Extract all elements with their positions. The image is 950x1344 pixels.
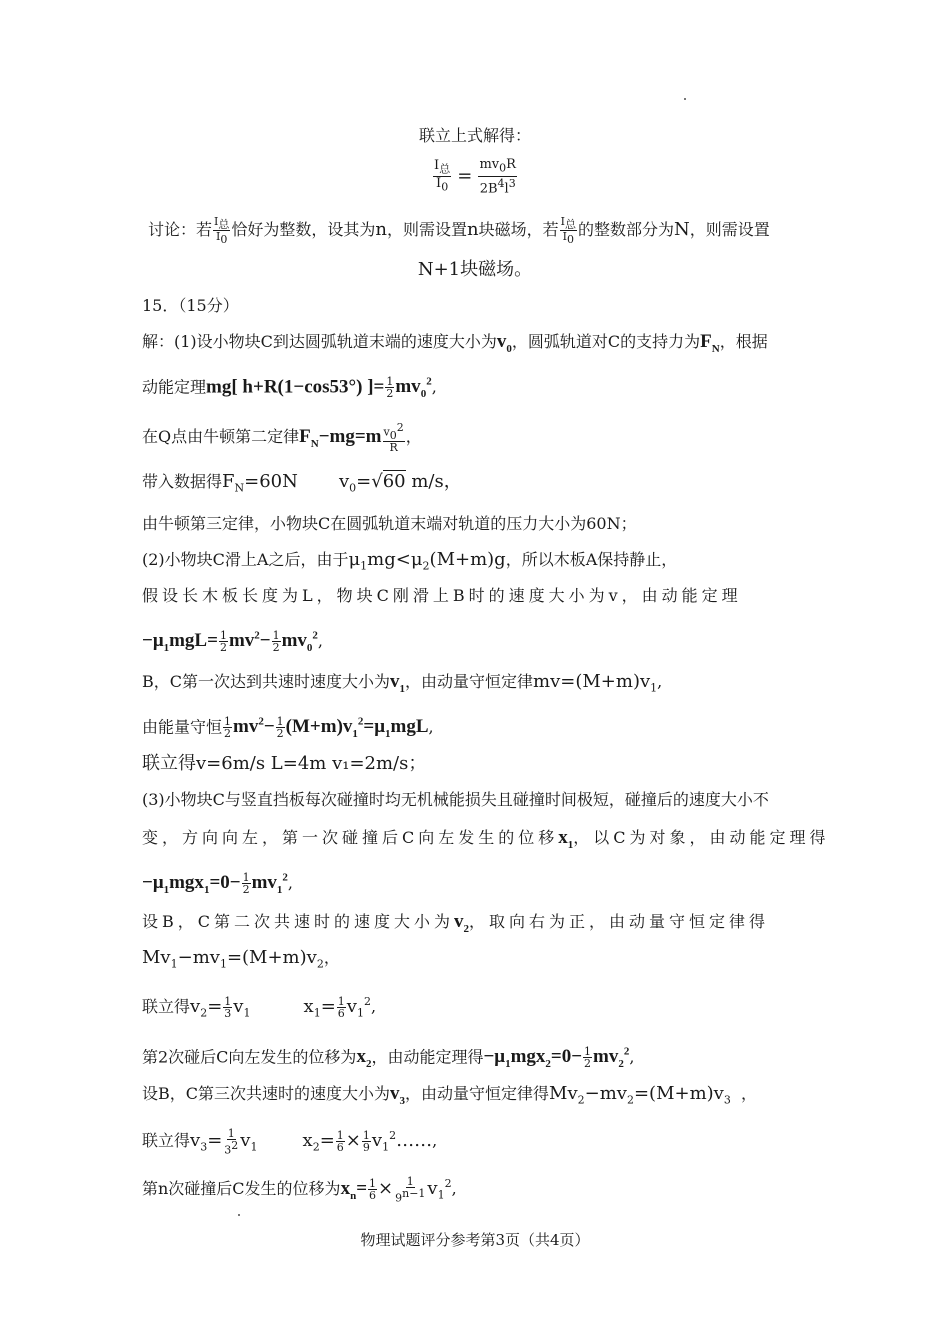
problem-header: 15．（15分） <box>142 296 239 315</box>
solution-line-17: 联立得$v_2=$ $\frac{1}{3}$ $v_1$ $x_1=$ $\frac{1}{6}$ $v_1^2$, <box>142 995 377 1020</box>
result-equation: $\frac{I_总}{I_0}$ = $\frac{mv_0R}{2B^4l^3}$ <box>434 157 516 196</box>
solution-line-9: B，C第一次达到共速时速度大小为$v_1$，由动量守恒定律$mv=(M+m)v_1$, <box>142 671 663 695</box>
solution-line-19: 设B，C第三次共速时的速度大小为$v_3$，由动量守恒定律得$Mv_2-mv_2=(M+m)v_3$ ， <box>142 1083 758 1107</box>
page-footer: 物理试题评分参考第3页（共4页） <box>360 1231 590 1249</box>
solution-line-11: 联立得v=6m/s L=4m v₁=2m/s； <box>142 753 427 774</box>
solution-line-10: 由能量守恒 $\frac{1}{2}$ $mv^2-$ $\frac{1}{2}$ $(M+m)v_1^2=\mu_1mgL$, <box>142 715 434 741</box>
solution-line-4: 带入数据得$F_N=60N$ $v_0=√60$ m/s， <box>142 471 462 495</box>
solution-line-8: $-\mu_1mgL=$ $\frac{1}{2}$ $mv^2-$ $\frac{1}{2}$ $mv_0^2$, <box>142 629 324 655</box>
solution-line-1: 解：(1)设小物块C到达圆弧轨道末端的速度大小为$v_0$，圆弧轨道对C的支持力为$F_N$，根据 <box>142 331 768 355</box>
solution-line-15: 设B，C第二次共速时的速度大小为$v_2$，取向右为正，由动量守恒定律得 <box>142 911 770 935</box>
discussion-line-2: N+1块磁场。 <box>417 259 533 280</box>
solution-line-21: 第n次碰撞后C发生的位移为$x_n=$ $\frac{1}{6}$ × $\frac{1}{9^{n-1}}$ $v_1^2$, <box>142 1174 457 1205</box>
scan-dot <box>238 1214 240 1216</box>
solution-line-20: 联立得$v_3=$ $\frac{1}{3^2}$ $v_1$ $x_2=$ $\frac{1}{6}$ × $\frac{1}{9}$ $v_1^2\dots\dots$, <box>142 1126 438 1157</box>
solution-line-13: 变，方向向左，第一次碰撞后C向左发生的位移$x_1$，以C为对象，由动能定理得 <box>142 827 830 851</box>
solution-line-6: (2)小物块C滑上A之后，由于$\mu_1mg<\mu_2(M+m)g$，所以木板A保持静止， <box>142 549 678 573</box>
solution-line-2: 动能定理mg[ h+R(1−cos53°) ]= $\frac{1}{2}$ $mv_0^2$, <box>142 375 437 401</box>
scan-dot <box>684 98 686 100</box>
discussion-line: 讨论：若 $\frac{I_总}{I_0}$ 恰好为整数，设其为n，则需设置n块磁场，若 $\frac{I_总}{I_0}$ 的整数部分为N，则需设置 <box>148 215 770 247</box>
solution-line-5: 由牛顿第三定律，小物块C在圆弧轨道末端对轨道的压力大小为60N； <box>142 514 637 533</box>
solution-line-14: $-\mu_1mgx_1=0-$ $\frac{1}{2}$ $mv_1^2$, <box>142 871 294 897</box>
solution-line-12: (3)小物块C与竖直挡板每次碰撞时均无机械能损失且碰撞时间极短，碰撞后的速度大小不 <box>142 790 769 809</box>
solution-line-7: 假设长木板长度为L，物块C刚滑上B时的速度大小为v，由动能定理 <box>142 586 742 605</box>
solution-line-3: 在Q点由牛顿第二定律$F_N-mg=m$ $\frac{v_0^2}{R}$ ， <box>142 421 422 454</box>
solution-line-16: $Mv_1-mv_1=(M+m)v_2$， <box>142 947 340 971</box>
result-intro: 联立上式解得： <box>418 126 531 145</box>
solution-line-18: 第2次碰后C向左发生的位移为$x_2$，由动能定理得$-\mu_1mgx_2=0-$ $\frac{1}{2}$ $mv_2^2$, <box>142 1045 635 1071</box>
